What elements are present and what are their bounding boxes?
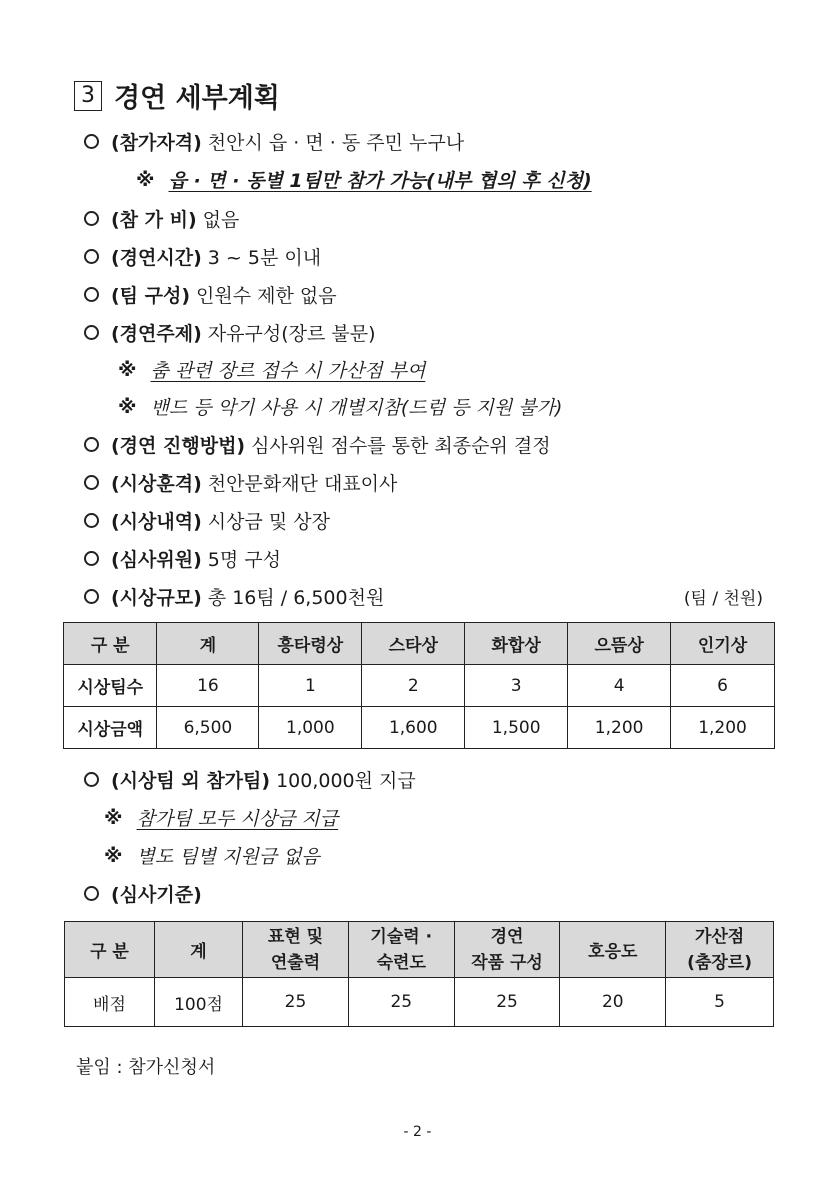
item-label: (시상규모) [111, 587, 202, 609]
item-text: 5명 구성 [207, 549, 281, 571]
item-label: (시상팀 외 참가팀) [111, 770, 271, 792]
award-header-cell: 구 분 [64, 623, 157, 665]
item-label: (팀 구성) [111, 285, 191, 307]
item-label: (시상내역) [111, 511, 202, 533]
note-mark: ※ [104, 844, 123, 867]
criteria-header-line: 가산점 [694, 926, 745, 947]
note-others-prize [104, 804, 338, 831]
criteria-header-line: 숙련도 [376, 952, 426, 973]
award-header-cell: 화합상 [465, 623, 568, 665]
item-label: (심사위원) [111, 549, 202, 571]
item-text: 심사위원 점수를 통한 최종순위 결정 [251, 435, 551, 457]
criteria-header-cell [666, 922, 774, 978]
note-text: 참가팀 모두 시상금 지급 [136, 808, 339, 830]
section-title-text: 경연 세부계획 [114, 83, 280, 114]
circle-bullet-icon [84, 551, 99, 566]
award-table [63, 622, 775, 749]
item-label: (참 가 비) [111, 209, 197, 231]
section-title [74, 76, 280, 115]
award-row-header: 시상팀수 [64, 665, 157, 707]
item-text: 천안문화재단 대표이사 [207, 473, 398, 495]
criteria-cell: 25 [243, 978, 349, 1027]
criteria-row-header: 배점 [65, 978, 155, 1027]
unit-label: (팀 / 천원) [683, 589, 763, 609]
note-mark: ※ [118, 395, 137, 418]
table-row [64, 665, 775, 707]
criteria-header-cell [243, 922, 349, 978]
circle-bullet-icon [84, 475, 99, 490]
item-team [84, 281, 337, 308]
award-cell: 2 [362, 665, 465, 707]
item-eligibility [84, 128, 464, 155]
award-cell: 1,600 [362, 707, 465, 749]
criteria-header-line: 작품 구성 [471, 952, 543, 973]
note-others-support [104, 842, 320, 869]
item-text: 자유구성(장르 불문) [207, 323, 376, 345]
criteria-table [64, 921, 774, 1027]
item-label: (시상훈격) [111, 473, 202, 495]
award-header-cell: 스타상 [362, 623, 465, 665]
criteria-table-header-row [65, 922, 774, 978]
item-label: (경연시간) [111, 247, 202, 269]
criteria-header-line: 기술력 · [370, 926, 433, 947]
criteria-cell: 20 [560, 978, 666, 1027]
award-cell: 6,500 [157, 707, 259, 749]
item-text: 천안시 읍 · 면 · 동 주민 누구나 [207, 132, 465, 154]
criteria-header-line: (춤장르) [687, 952, 752, 973]
award-header-cell: 흥타령상 [259, 623, 362, 665]
item-text: 없음 [202, 209, 240, 231]
attachment-note: 붙임 : 참가신청서 [76, 1057, 216, 1078]
criteria-cell: 25 [348, 978, 454, 1027]
item-label: (경연 진행방법) [111, 435, 246, 457]
award-table-header-row [64, 623, 775, 665]
circle-bullet-icon [84, 772, 99, 787]
circle-bullet-icon [84, 287, 99, 302]
award-header-cell: 으뜸상 [568, 623, 671, 665]
item-duration [84, 243, 321, 270]
item-text: 시상금 및 상장 [207, 511, 331, 533]
award-cell: 1 [259, 665, 362, 707]
note-mark: ※ [104, 806, 123, 829]
note-eligibility [136, 166, 592, 193]
circle-bullet-icon [84, 249, 99, 264]
criteria-header-line: 표현 및 [267, 926, 324, 947]
page-number: - 2 - [403, 1124, 432, 1140]
note-theme-dance [118, 356, 425, 383]
criteria-cell: 25 [454, 978, 560, 1027]
item-criteria [84, 880, 208, 907]
award-cell: 4 [568, 665, 671, 707]
note-text: 밴드 등 악기 사용 시 개별지참(드럼 등 지원 불가) [150, 397, 563, 419]
item-judges [84, 545, 281, 572]
note-text: 별도 팀별 지원금 없음 [136, 846, 320, 868]
circle-bullet-icon [84, 513, 99, 528]
item-text: 3 ~ 5분 이내 [207, 247, 322, 269]
criteria-header-cell [348, 922, 454, 978]
criteria-header-line: 연출력 [270, 952, 321, 973]
item-award-detail [84, 507, 330, 534]
note-theme-band [118, 393, 562, 420]
item-theme [84, 319, 376, 346]
item-other-teams [84, 766, 416, 793]
note-mark: ※ [118, 358, 137, 381]
award-cell: 6 [671, 665, 775, 707]
award-row-header: 시상금액 [64, 707, 157, 749]
note-text: 춤 관련 장르 접수 시 가산점 부여 [150, 360, 426, 382]
item-fee [84, 205, 239, 232]
award-cell: 1,200 [568, 707, 671, 749]
item-label: (참가자격) [111, 132, 202, 154]
section-number-box: 3 [74, 81, 102, 111]
criteria-header-cell: 계 [154, 922, 242, 978]
criteria-cell: 100점 [154, 978, 242, 1027]
item-text: 인원수 제한 없음 [196, 285, 337, 307]
circle-bullet-icon [84, 886, 99, 901]
item-text: 총 16팀 / 6,500천원 [207, 587, 385, 609]
item-label: (경연주제) [111, 323, 202, 345]
criteria-header-cell: 구 분 [65, 922, 155, 978]
award-header-cell: 인기상 [671, 623, 775, 665]
award-header-cell: 계 [157, 623, 259, 665]
award-cell: 1,200 [671, 707, 775, 749]
table-row [65, 978, 774, 1027]
criteria-header-cell [454, 922, 560, 978]
award-cell: 3 [465, 665, 568, 707]
criteria-header-cell: 호응도 [560, 922, 666, 978]
item-method [84, 431, 551, 458]
note-text: 읍 · 면 · 동별 1팀만 참가 가능(내부 협의 후 신청) [168, 170, 592, 192]
circle-bullet-icon [84, 211, 99, 226]
criteria-header-line: 경연 [490, 926, 524, 947]
award-cell: 1,000 [259, 707, 362, 749]
circle-bullet-icon [84, 437, 99, 452]
circle-bullet-icon [84, 589, 99, 604]
circle-bullet-icon [84, 325, 99, 340]
award-cell: 16 [157, 665, 259, 707]
note-mark: ※ [136, 168, 155, 191]
item-award-by [84, 469, 397, 496]
item-award-scale [84, 583, 384, 610]
table-row [64, 707, 775, 749]
circle-bullet-icon [84, 134, 99, 149]
award-cell: 1,500 [465, 707, 568, 749]
item-label: (심사기준) [111, 884, 202, 906]
item-text: 100,000원 지급 [276, 770, 416, 792]
criteria-cell: 5 [666, 978, 774, 1027]
